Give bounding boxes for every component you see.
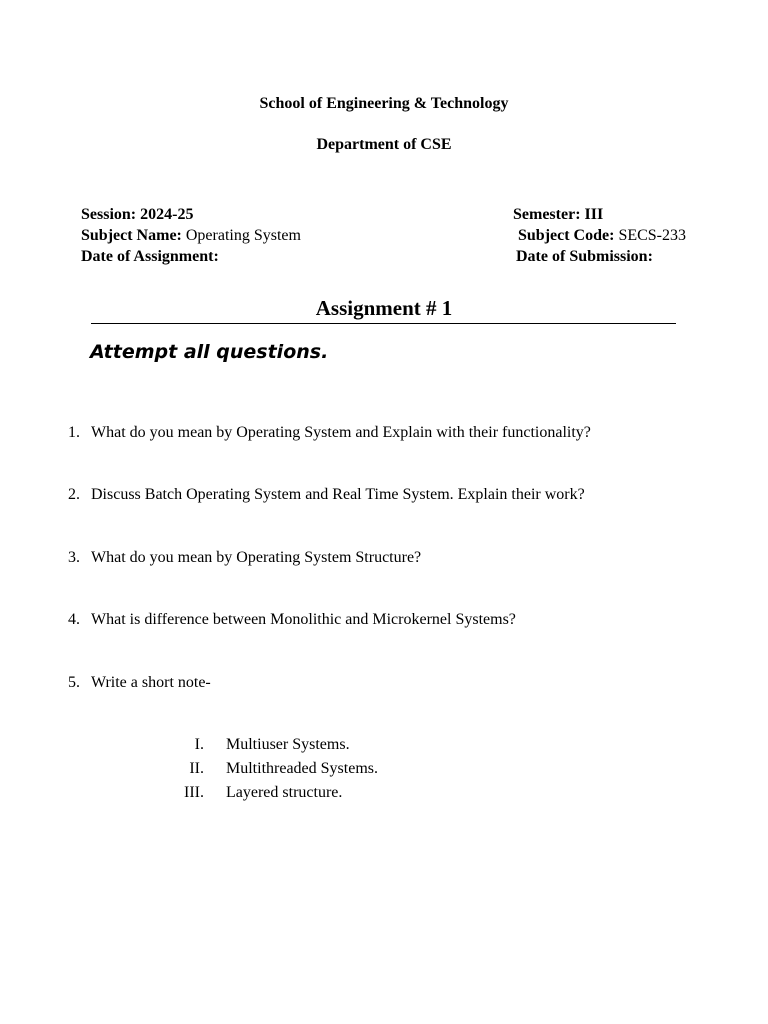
subject-name-label: Subject Name: xyxy=(81,227,182,244)
date-of-submission-label: Date of Submission: xyxy=(516,248,653,265)
instruction-text: Attempt all questions. xyxy=(90,341,329,363)
session-label: Session: xyxy=(81,206,137,223)
title-underline xyxy=(91,323,676,324)
subitem-number: I. xyxy=(194,736,204,753)
subject-code-value: SECS-233 xyxy=(618,227,687,244)
question-text: Discuss Batch Operating System and Real Time System. Explain their work? xyxy=(91,486,585,503)
question-number: 2. xyxy=(68,486,80,503)
subject-code-line xyxy=(518,225,686,246)
subitem-text: Multiuser Systems. xyxy=(226,736,350,753)
question-number: 1. xyxy=(68,424,80,441)
semester-label: Semester: xyxy=(513,206,581,223)
subitem xyxy=(0,760,768,782)
subitem xyxy=(0,736,768,758)
subject-name-value: Operating System xyxy=(185,227,301,244)
subitem-text: Layered structure. xyxy=(226,784,343,801)
subitem-number: II. xyxy=(189,760,204,777)
session-value: 2024-25 xyxy=(140,206,194,223)
question-text: What do you mean by Operating System Structure? xyxy=(91,549,422,566)
subject-name-line xyxy=(81,225,301,246)
date-of-assignment-label: Date of Assignment: xyxy=(81,248,219,265)
assignment-title: Assignment # 1 xyxy=(315,296,453,320)
session-line xyxy=(81,204,193,225)
question-number: 4. xyxy=(68,611,80,628)
subject-code-label: Subject Code: xyxy=(518,227,615,244)
question-text: Write a short note- xyxy=(91,674,211,691)
question-number: 3. xyxy=(68,549,80,566)
subitem-number: III. xyxy=(184,784,204,801)
school-name: School of Engineering & Technology xyxy=(259,95,509,112)
question-text: What is difference between Monolithic and Microkernel Systems? xyxy=(91,611,516,628)
department-name: Department of CSE xyxy=(316,136,452,153)
question-text: What do you mean by Operating System and Explain with their functionality? xyxy=(91,424,591,441)
semester-line xyxy=(513,204,603,225)
subitem xyxy=(0,784,768,806)
question-number: 5. xyxy=(68,674,80,691)
subitem-text: Multithreaded Systems. xyxy=(226,760,378,777)
semester-value: III xyxy=(584,206,604,223)
